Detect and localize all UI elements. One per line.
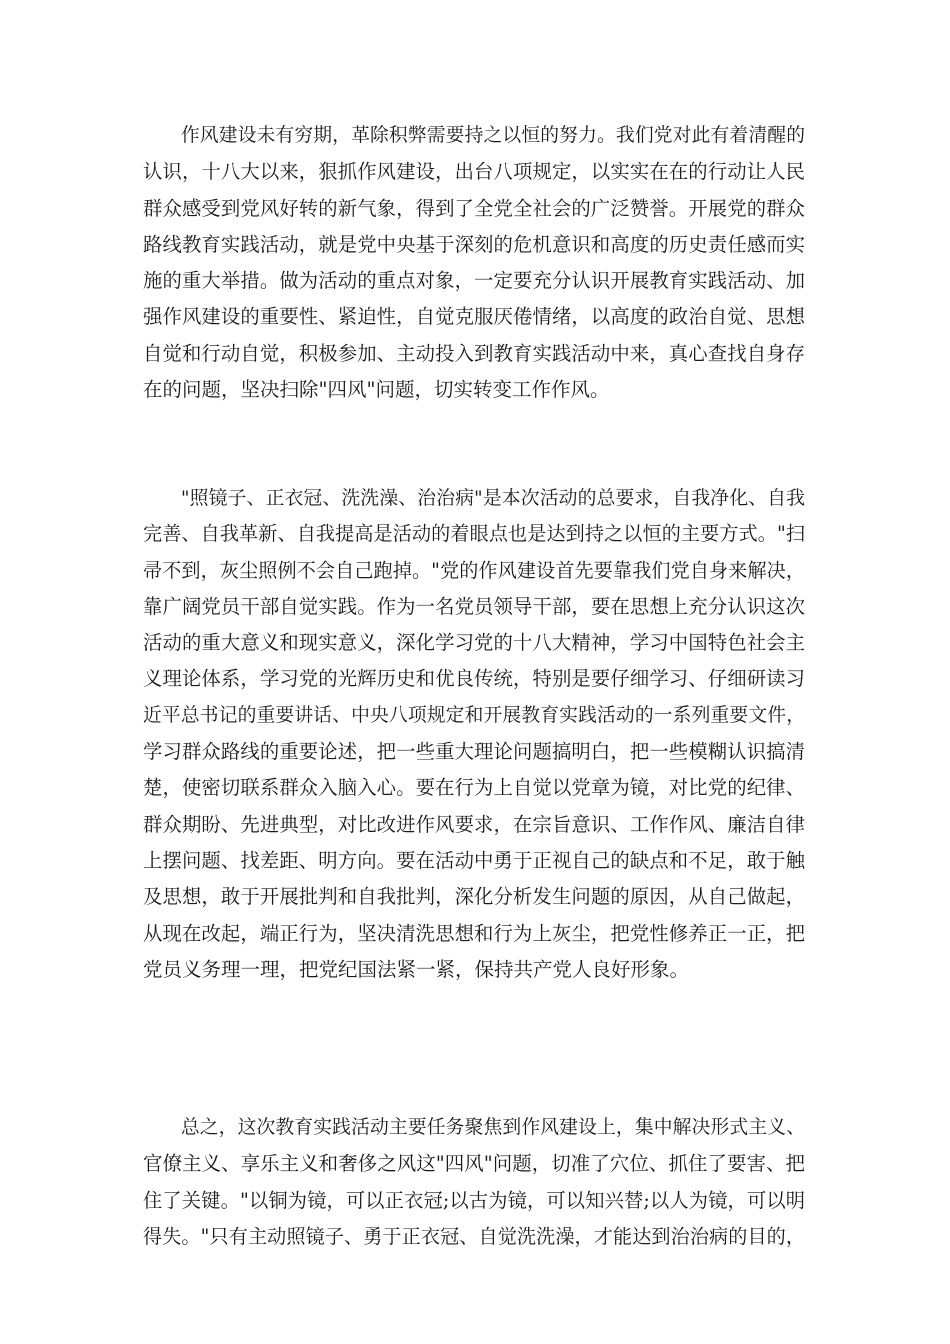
paragraph-line: "照镜子、正衣冠、洗洗澡、治治病"是本次活动的总要求，自我净化、自我 <box>143 487 805 509</box>
paragraph-1 <box>143 118 805 408</box>
paragraph-line: 从现在改起，端正行为，坚决清洗思想和行为上灰尘，把党性修养正一正，把 <box>143 921 805 945</box>
paragraph-line: 近平总书记的重要讲话、中央八项规定和开展教育实践活动的一系列重要文件， <box>143 704 805 726</box>
paragraph-line: 认识，十八大以来，狠抓作风建设，出台八项规定，以实实在在的行动让人民 <box>143 160 805 184</box>
paragraph-line: 住了关键。"以铜为镜，可以正衣冠;以古为镜，可以知兴替;以人为镜，可以明 <box>143 1188 805 1212</box>
paragraph-line: 楚，使密切联系群众入脑入心。要在行为上自觉以党章为镜，对比党的纪律、 <box>143 776 805 800</box>
paragraph-line: 靠广阔党员干部自觉实践。作为一名党员领导干部，要在思想上充分认识这次 <box>143 594 805 618</box>
paragraph-2 <box>143 480 805 988</box>
paragraph-line: 活动的重大意义和现实意义，深化学习党的十八大精神，学习中国特色社会主 <box>143 631 805 655</box>
paragraph-line: 作风建设未有穷期，革除积弊需要持之以恒的努力。我们党对此有着清醒的 <box>143 125 805 146</box>
paragraph-line: 在的问题，坚决扫除"四风"问题，切实转变工作作风。 <box>143 378 610 402</box>
paragraph-line: 及思想，敢于开展批判和自我批判，深化分析发生问题的原因，从自己做起， <box>143 885 805 909</box>
paragraph-line: 强作风建设的重要性、紧迫性，自觉克服厌倦情绪，以高度的政治自觉、思想 <box>143 305 805 329</box>
paragraph-line: 路线教育实践活动，就是党中央基于深刻的危机意识和高度的历史责任感而实 <box>143 232 805 256</box>
paragraph-line: 自觉和行动自觉，积极参加、主动投入到教育实践活动中来，真心查找自身存 <box>143 341 805 365</box>
paragraph-line: 党员义务理一理，把党纪国法紧一紧，保持共产党人良好形象。 <box>143 957 690 981</box>
paragraph-line: 施的重大举措。做为活动的重点对象，一定要充分认识开展教育实践活动、加 <box>143 269 805 293</box>
paragraph-line: 总之，这次教育实践活动主要任务聚焦到作风建设上，集中解决形式主义、 <box>143 1117 805 1138</box>
paragraph-line: 得失。"只有主动照镜子、勇于正衣冠、自觉洗洗澡，才能达到治治病的目的， <box>143 1224 805 1248</box>
paragraph-line: 帚不到，灰尘照例不会自己跑掉。"党的作风建设首先要靠我们党自身来解决， <box>143 558 805 582</box>
paragraph-line: 上摆问题、找差距、明方向。要在活动中勇于正视自己的缺点和不足，敢于触 <box>143 848 805 872</box>
paragraph-line: 官僚主义、享乐主义和奢侈之风这"四风"问题，切准了穴位、抓住了要害、把 <box>143 1152 805 1176</box>
paragraph-line: 群众期盼、先进典型，对比改进作风要求，在宗旨意识、工作作风、廉洁自律 <box>143 812 805 836</box>
paragraph-line: 学习群众路线的重要论述，把一些重大理论问题搞明白，把一些模糊认识搞清 <box>143 740 805 764</box>
paragraph-3 <box>143 1110 805 1255</box>
paragraph-line: 完善、自我革新、自我提高是活动的着眼点也是达到持之以恒的主要方式。"扫 <box>143 522 805 546</box>
paragraph-line: 义理论体系，学习党的光辉历史和优良传统，特别是要仔细学习、仔细研读习 <box>143 667 805 691</box>
paragraph-line: 群众感受到党风好转的新气象，得到了全党全社会的广泛赞誉。开展党的群众 <box>143 196 805 220</box>
